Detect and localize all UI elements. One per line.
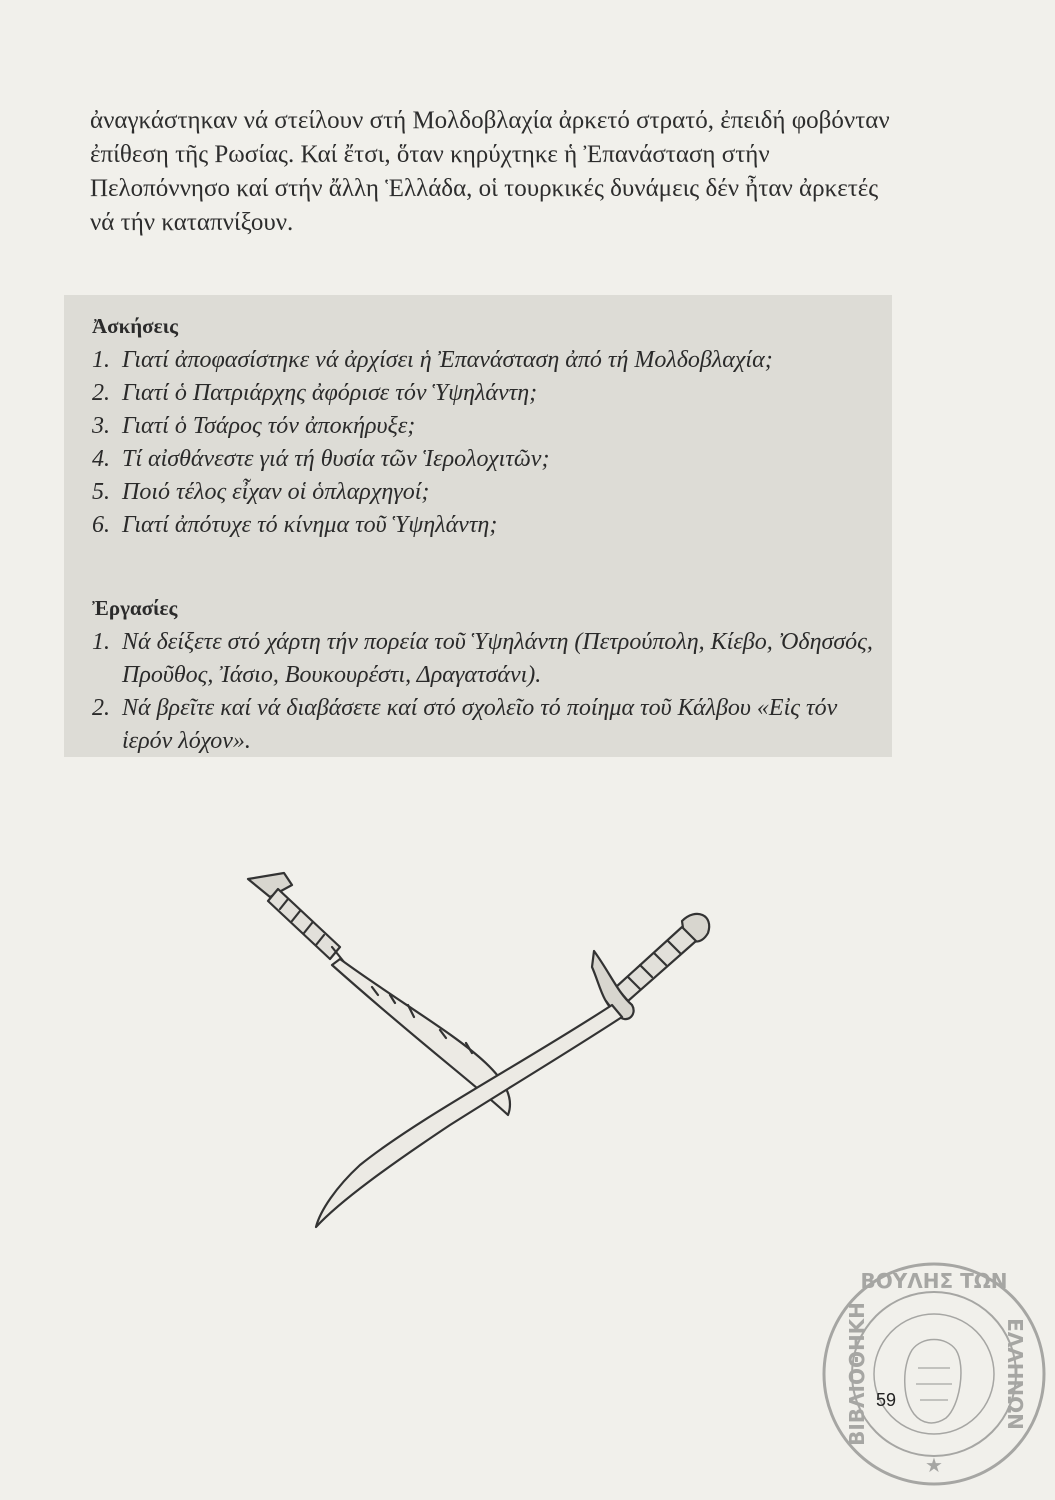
list-item: 2. Γιατί ὁ Πατριάρχης ἀφόρισε τόν Ὑψηλάντη; xyxy=(92,380,538,406)
svg-text:ΕΛΛΗΝΩΝ: ΕΛΛΗΝΩΝ xyxy=(1003,1318,1027,1430)
page-number: 59 xyxy=(876,1390,897,1410)
list-item: 6. Γιατί ἀπότυχε τό κίνημα τοῦ Ὑψηλάντη; xyxy=(92,512,498,538)
list-item: 1. Γιατί ἀποφασίστηκε νά ἀρχίσει ἡ Ἐπανάσταση ἀπό τή Μολδοβλαχία; xyxy=(92,347,773,373)
exercises-list xyxy=(92,344,882,542)
list-item: 3. Γιατί ὁ Τσάρος τόν ἀποκήρυξε; xyxy=(92,413,416,439)
svg-text:ΒΙΒΛΙΟΘΗΚΗ: ΒΙΒΛΙΟΘΗΚΗ xyxy=(845,1302,869,1446)
intro-paragraph: ἀναγκάστηκαν νά στείλουν στή Μολδοβλαχία ἀρκετό στρατό, ἐπειδή φοβόνταν ἐπίθεση τῆς Ρωσίας. Καί ἔτσι, ὅταν κηρύχτηκε ἡ Ἐπανάσταση στήν Πελοπόννησο καί στήν ἄλλη Ἑλλάδα, οἱ τουρκικές δυνάμεις δέν ἦταν ἀρκετές νά τήν καταπνίξουν. xyxy=(90,107,890,236)
crossed-swords-illustration xyxy=(240,855,720,1235)
exercises-title: Ἀσκήσεις xyxy=(92,314,178,338)
list-item: 5. Ποιό τέλος εἶχαν οἱ ὁπλαρχηγοί; xyxy=(92,479,430,505)
activities-title: Ἐργασίες xyxy=(92,596,178,620)
list-item: 1. Νά δείξετε στό χάρτη τήν πορεία τοῦ Ὑψηλάντη (Πετρούπολη, Κίεβο, Ὀδησσός, Προῦθος, Ἰάσιο, Βουκουρέστι, Δραγατσάνι). xyxy=(92,629,873,688)
library-stamp-seal xyxy=(818,1258,1050,1490)
list-item: 2. Νά βρεῖτε καί νά διαβάσετε καί στό σχολεῖο τό ποίημα τοῦ Κάλβου «Εἰς τόν ἱερόν λόχον». xyxy=(92,695,838,754)
activities-list xyxy=(92,626,882,758)
svg-text:★: ★ xyxy=(925,1453,943,1477)
list-item: 4. Τί αἰσθάνεστε γιά τή θυσία τῶν Ἱερολοχιτῶν; xyxy=(92,446,550,472)
svg-text:ΒΟΥΛΗΣ ΤΩΝ: ΒΟΥΛΗΣ ΤΩΝ xyxy=(860,1269,1008,1293)
